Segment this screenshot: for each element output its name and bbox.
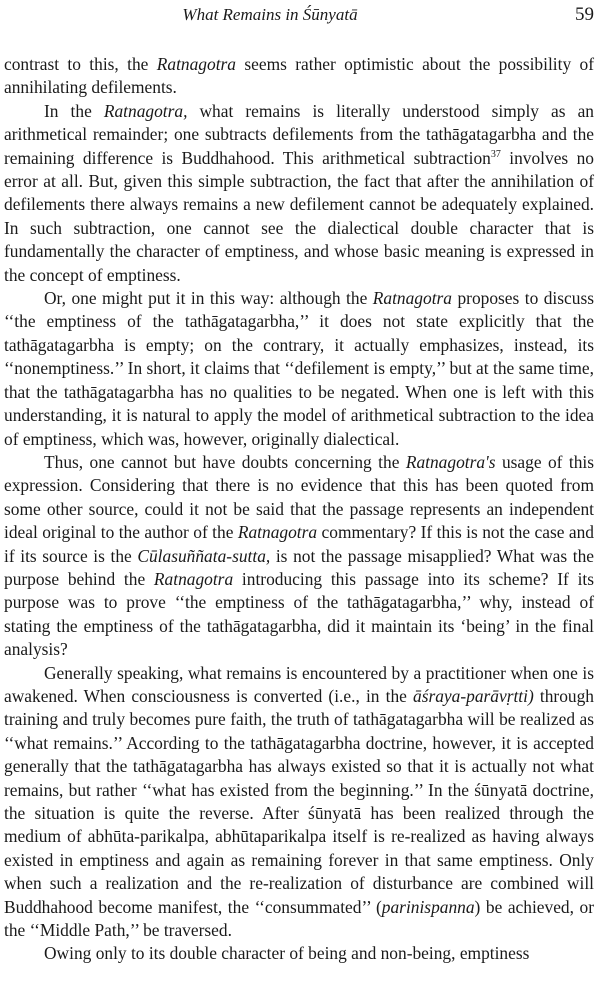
text-run: is not the passage misapplied? What was the purpose behind the xyxy=(4,545,594,589)
italic-term: Ratnagotra, xyxy=(103,100,188,121)
text-run: In the xyxy=(44,100,104,121)
text-run: seems rather optimistic about the possibility of annihilating defilements. xyxy=(4,54,594,98)
text-run: Or, one might put it in this way: although the xyxy=(44,288,373,309)
text-run: Generally speaking, what remains is encountered by a practitioner when one is awakened. When consciousness is converted (i.e., in the xyxy=(4,662,594,706)
paragraph xyxy=(4,942,594,965)
paragraph xyxy=(4,53,594,100)
text-run: contrast to this, the xyxy=(4,54,157,74)
paragraph xyxy=(4,287,594,451)
text-run: proposes to discuss ‘‘the emptiness of the tathāgatagarbha,’’ it does not state explicitly that the tathāgatagarbha is empty; on the contrary, it actually emphasizes, instead, its ‘‘nonemptiness.’’ In short, it claims that ‘‘defilement is empty,’’ but at the same time, that the tathāgatagarbha has no qualities to be negated. When one is left with this understanding, it is natural to apply the model of arithmetical subtraction to the idea of emptiness, which was, however, originally dialectical. xyxy=(4,288,594,449)
italic-term: parinispanna xyxy=(381,896,475,917)
italic-term: āśraya-parāvṛtti) xyxy=(413,685,534,706)
body-text xyxy=(4,53,594,966)
paragraph xyxy=(4,662,594,943)
text-run: what remains is literally understood simply as an arithmetical remainder; one subtracts defilements from the tathāgatagarbha and the remaining difference is Buddhahood. This arithmetical subtraction xyxy=(4,100,594,168)
italic-term: Ratnagotra xyxy=(156,54,236,74)
text-run: ) be achieved, or the ‘‘Middle Path,’’ be traversed. xyxy=(4,896,594,941)
footnote-ref: 37 xyxy=(490,148,501,160)
italic-term: Ratnagotra xyxy=(237,522,318,543)
italic-term: Ratnagotra xyxy=(153,568,234,589)
text-run: through training and truly becomes pure faith, the truth of tathāgatagarbha will be realized as ‘‘what remains.’’ According to the tathāgatagarbha doctrine, however, it is accepted generally that the tathāgatagarbha has always existed so that it is actually not what remains, but rather ‘‘what has existed from the beginning.’’ In the śūnyatā doctrine, the situation is quite the reverse. After śūnyatā has been realized through the medium of abhūta-parikalpa, abhūtaparikalpa itself is re-realized as having always existed in emptiness and again as remaining forever in that same emptiness. Only when such a realization and the re-realization of disturbance are combined will Buddhahood become manifest, the ‘‘consummated’’ ( xyxy=(4,685,594,917)
paragraph xyxy=(4,100,594,287)
paragraph xyxy=(4,451,594,662)
text-run: introducing this passage into its scheme? If its purpose was to prove ‘‘the emptiness of the tathāgatagarbha,’’ why, instead of stating the emptiness of the tathāgatagarbha, did it maintain its ‘being’ in the final analysis? xyxy=(4,568,594,660)
text-run: usage of this expression. Considering that there is no evidence that this has been quoted from some other source, could it not be said that the passage represents an independent ideal original to the author of the xyxy=(4,451,594,543)
running-title: What Remains in Śūnyatā xyxy=(182,5,358,24)
text-run: involves no error at all. But, given this simple subtraction, the fact that after the annihilation of defilements there always remains a new defilement cannot be adequately explained. In such subtraction, one cannot see the dialectical double character that is fundamentally the character of emptiness, and whose basic meaning is expressed in the concept of emptiness. xyxy=(4,147,594,285)
page-number: 59 xyxy=(575,4,594,25)
italic-term: Ratnagotra xyxy=(372,288,452,309)
text-run: Thus, one cannot but have doubts concerning the xyxy=(44,451,406,472)
text-run: commentary? If this is not the case and if its source is the xyxy=(4,522,594,566)
running-head xyxy=(0,2,600,28)
text-run: Owing only to its double character of being and non-being, emptiness xyxy=(44,943,530,964)
italic-term: Ratnagotra's xyxy=(405,451,496,472)
italic-term: Cūlasuññata-sutta, xyxy=(137,545,271,566)
